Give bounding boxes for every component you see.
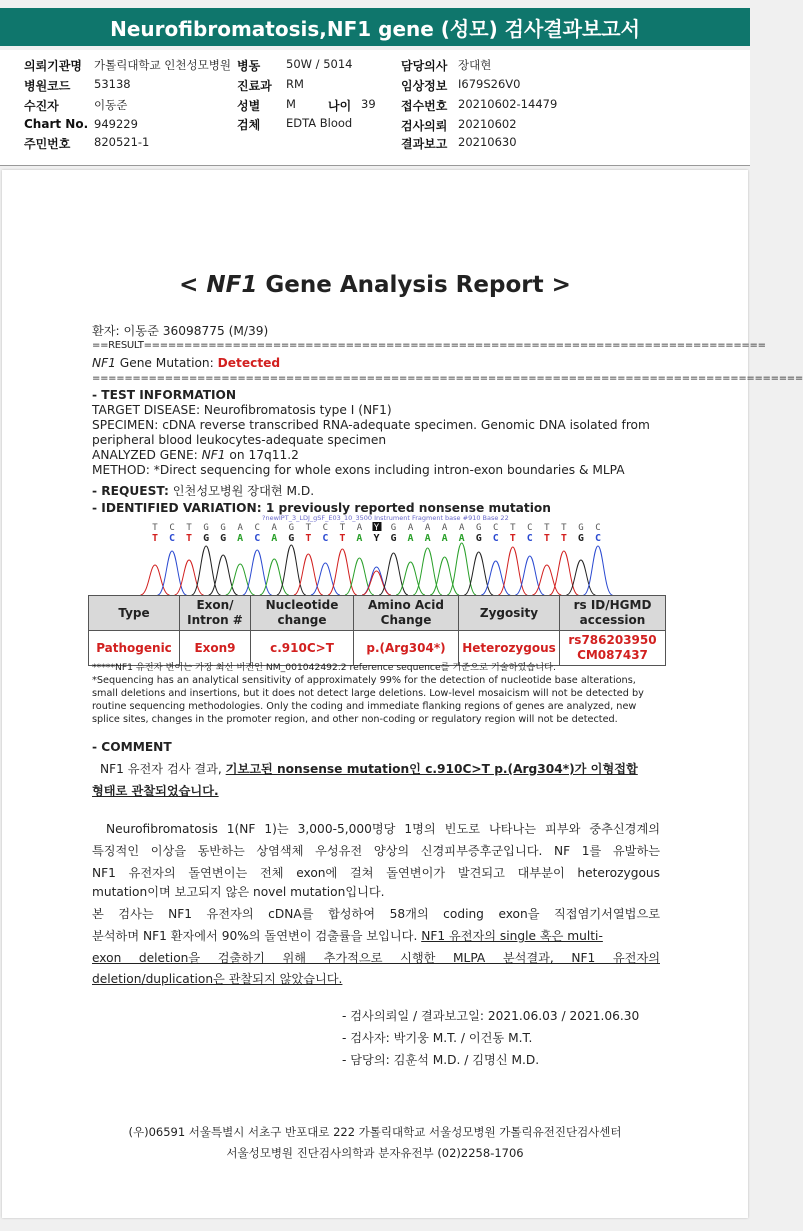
base-call-top: A bbox=[237, 523, 243, 533]
sign-dates: - 검사의뢰일 / 결과보고일: 2021.06.03 / 2021.06.30 bbox=[342, 1009, 640, 1023]
header-text: accession bbox=[579, 613, 646, 627]
col-exon bbox=[180, 596, 251, 631]
variant-table bbox=[88, 595, 666, 666]
method-line: METHOD: *Direct sequencing for whole exons including intron-exon boundaries & MLPA bbox=[92, 463, 625, 477]
identified-variation: - IDENTIFIED VARIATION: 1 previously reported nonsense mutation bbox=[92, 501, 551, 515]
info-label: 수진자 bbox=[24, 99, 59, 113]
patient-info-panel bbox=[0, 50, 750, 166]
col-type bbox=[89, 596, 180, 631]
paragraph-line bbox=[92, 927, 603, 944]
info-value: RM bbox=[286, 77, 304, 91]
footer-department: 서울성모병원 진단검사의학과 분자유전부 (02)2258-1706 bbox=[226, 1146, 524, 1160]
base-call-top: C bbox=[595, 523, 601, 533]
paragraph-line: Neurofibromatosis 1(NF 1)는 3,000-5,000명당 1명의 빈도로 나타나는 피부와 중추신경계의 bbox=[106, 822, 660, 836]
chromatogram-header: ?newIPT_3_LDJ_gSF_E03_10_3500 Instrument Fragment base #910 Base 22 bbox=[262, 514, 509, 522]
base-call-top: C bbox=[169, 523, 175, 533]
report-heading-suffix: Gene Analysis Report > bbox=[257, 272, 571, 298]
trace-peak bbox=[192, 546, 221, 595]
chromatogram bbox=[147, 515, 607, 597]
header-text: Zygosity bbox=[479, 605, 539, 620]
base-call: G bbox=[203, 533, 210, 544]
base-call: G bbox=[220, 533, 227, 544]
base-call-top: T bbox=[510, 523, 516, 533]
base-call: C bbox=[526, 533, 533, 544]
info-value: I679S26V0 bbox=[458, 77, 521, 91]
header-text: Amino Acid bbox=[368, 598, 444, 612]
base-call-top: G bbox=[475, 523, 482, 533]
base-call-top: T bbox=[186, 523, 192, 533]
base-call-top: G bbox=[578, 523, 584, 533]
info-label: 담당의사 bbox=[401, 59, 448, 73]
paragraph-line: 본 검사는 NF1 유전자의 cDNA를 합성하여 58개의 coding exon을 직접염기서열법으로 bbox=[92, 907, 660, 921]
base-call: C bbox=[254, 533, 261, 544]
base-call-top: A bbox=[441, 523, 448, 533]
report-heading bbox=[2, 272, 748, 298]
base-call-top: T bbox=[561, 523, 567, 533]
base-call-top: C bbox=[527, 523, 533, 533]
rs-id: rs786203950 bbox=[568, 633, 657, 647]
base-call: A bbox=[237, 533, 244, 544]
specimen-line-1: SPECIMEN: cDNA reverse transcribed RNA-adequate specimen. Genomic DNA isolated from bbox=[92, 418, 650, 432]
info-label: 임상정보 bbox=[401, 79, 448, 93]
base-call-top: G bbox=[390, 523, 397, 533]
col-amino bbox=[354, 596, 459, 631]
base-call-top: G bbox=[288, 523, 295, 533]
info-value: 20210630 bbox=[458, 135, 517, 149]
base-call-top: A bbox=[356, 523, 363, 533]
col-zygosity bbox=[459, 596, 560, 631]
base-call: T bbox=[543, 533, 550, 544]
sequencing-note-2: small deletions and insertions, but it does not detect large deletions. Low-level mosaicism will not be detected by bbox=[92, 688, 644, 699]
comment-line-1 bbox=[100, 760, 638, 777]
info-label: 검사의뢰 bbox=[401, 119, 448, 133]
comment-line-2: 형태로 관찰되었습니다. bbox=[92, 784, 219, 798]
info-label: 의뢰기관명 bbox=[24, 59, 82, 73]
base-call-top: C bbox=[322, 523, 329, 533]
info-value: 50W / 5014 bbox=[286, 57, 353, 71]
base-call: G bbox=[288, 533, 295, 544]
report-window-title: Neurofibromatosis,NF1 gene (성모) 검사결과보고서 bbox=[110, 16, 640, 41]
info-value: 20210602 bbox=[458, 117, 517, 131]
comment-line-1a: NF1 유전자 검사 결과, bbox=[100, 762, 226, 776]
section-separator: ======================================================================================== bbox=[92, 373, 803, 384]
variant-table-header bbox=[89, 596, 666, 631]
base-call-top: Y bbox=[373, 523, 380, 533]
base-call: Y bbox=[373, 533, 380, 544]
footer-address: (우)06591 서울특별시 서초구 반포대로 222 가톨릭대학교 서울성모병원 가톨릭유전진단검사센터 bbox=[128, 1125, 622, 1139]
base-call-top: T bbox=[339, 523, 346, 533]
mutation-status-line bbox=[92, 356, 280, 370]
test-info-heading: - TEST INFORMATION bbox=[92, 388, 237, 402]
info-label: 성별 bbox=[237, 99, 261, 113]
paragraph-line-6b: NF1 유전자의 single 혹은 multi- bbox=[421, 929, 603, 943]
trace-peak bbox=[549, 551, 578, 595]
trace-peak bbox=[277, 545, 306, 595]
sign-examiner: - 검사자: 박기웅 M.T. / 이건동 M.T. bbox=[342, 1031, 533, 1045]
base-call: A bbox=[424, 533, 431, 544]
info-label: 병원코드 bbox=[24, 79, 71, 93]
sequence-bottom bbox=[152, 533, 601, 544]
base-call: C bbox=[169, 533, 176, 544]
base-call-top: A bbox=[407, 523, 414, 533]
base-call: T bbox=[560, 533, 567, 544]
sequencing-note-1: *Sequencing has an analytical sensitivity of approximately 99% for the detection of nucleotide base alterations, bbox=[92, 675, 636, 686]
base-call: T bbox=[339, 533, 346, 544]
base-call-top: C bbox=[493, 523, 499, 533]
base-call: T bbox=[509, 533, 516, 544]
reference-note: *****NF1 유전자 변이는 가장 최신 버전인 NM_001042492.2 reference sequence를 기준으로 기술하였습니다. bbox=[92, 662, 556, 673]
header-text: change bbox=[277, 613, 327, 627]
base-call-top: T bbox=[152, 523, 158, 533]
info-label: Chart No. bbox=[24, 117, 89, 131]
comment-line-1b: 기보고된 nonsense mutation인 c.910C>T p.(Arg304*)가 이형접합 bbox=[225, 762, 638, 776]
header-text: Change bbox=[380, 613, 432, 627]
header-text: rs ID/HGMD bbox=[573, 598, 652, 612]
chromatogram-traces bbox=[141, 543, 613, 595]
mutation-gene: NF1 bbox=[92, 356, 116, 370]
header-text: Exon/ bbox=[196, 598, 234, 612]
info-label: 진료과 bbox=[237, 79, 272, 93]
base-call: A bbox=[271, 533, 278, 544]
trace-peak bbox=[413, 548, 442, 595]
base-call: C bbox=[594, 533, 601, 544]
base-call: G bbox=[475, 533, 482, 544]
comment-heading: - COMMENT bbox=[92, 740, 172, 754]
request-value: 인천성모병원 장대현 M.D. bbox=[168, 484, 315, 498]
trace-peak bbox=[362, 571, 391, 595]
target-disease: TARGET DISEASE: Neurofibromatosis type I (NF1) bbox=[92, 403, 392, 417]
trace-peak bbox=[141, 565, 170, 595]
analyzed-gene-label: ANALYZED GENE: bbox=[92, 448, 202, 462]
base-call: T bbox=[151, 533, 159, 544]
base-call-top: C bbox=[254, 523, 260, 533]
info-value: 이동준 bbox=[94, 98, 128, 112]
info-value: 949229 bbox=[94, 117, 138, 131]
base-call: A bbox=[407, 533, 414, 544]
age-value: 39 bbox=[361, 97, 376, 111]
cell-zygosity: Heterozygous bbox=[459, 631, 560, 666]
base-call-top: T bbox=[305, 523, 312, 533]
trace-peak bbox=[498, 547, 527, 595]
paragraph-line: mutation이며 보고되지 않은 novel mutation입니다. bbox=[92, 885, 385, 899]
info-value: 20210602-14479 bbox=[458, 97, 558, 111]
hgmd-id: CM087437 bbox=[577, 648, 648, 662]
specimen-line-2: peripheral blood leukocytes-adequate specimen bbox=[92, 433, 387, 447]
cell-type: Pathogenic bbox=[89, 631, 180, 666]
base-call-top: G bbox=[203, 523, 209, 533]
base-call: G bbox=[390, 533, 397, 544]
sequencing-note-3: routine sequencing methodologies. Only the coding and immediate flanking regions of genes are analyzed, new bbox=[92, 701, 637, 712]
info-value: 53138 bbox=[94, 77, 131, 91]
info-value: M bbox=[286, 97, 296, 111]
request-label: - REQUEST: bbox=[92, 484, 169, 498]
sequence-top bbox=[152, 522, 600, 533]
trace-peak bbox=[447, 543, 476, 595]
paragraph-line-6a: 분석하며 NF1 환자에서 90%의 돌연변이 검출률을 보입니다. bbox=[92, 929, 422, 943]
info-value: 820521-1 bbox=[94, 135, 150, 149]
cell-nucleotide: c.910C>T bbox=[251, 631, 354, 666]
info-value: EDTA Blood bbox=[286, 116, 353, 130]
base-call-top: A bbox=[271, 523, 277, 533]
base-call-top: A bbox=[458, 523, 465, 533]
report-heading-prefix: < bbox=[179, 272, 207, 298]
mutation-status: Detected bbox=[217, 356, 281, 370]
sign-doctor: - 담당의: 김훈석 M.D. / 김명신 M.D. bbox=[342, 1053, 540, 1067]
paragraph-line: 특징적인 이상을 동반하는 상염색체 우성유전 양상의 신경피부증후군입니다. NF 1를 유발하는 bbox=[92, 844, 660, 858]
cell-amino: p.(Arg304*) bbox=[354, 631, 459, 666]
base-call: A bbox=[458, 533, 465, 544]
analyzed-gene-loc: on 17q11.2 bbox=[225, 448, 299, 462]
info-value: 가톨릭대학교 인천성모병원 bbox=[94, 58, 231, 72]
request-line bbox=[92, 482, 314, 499]
base-call: A bbox=[441, 533, 448, 544]
info-label: 주민번호 bbox=[24, 137, 71, 151]
base-call: T bbox=[305, 533, 312, 544]
age-label: 나이 bbox=[328, 99, 352, 113]
report-title-bar bbox=[0, 8, 750, 46]
paragraph-line: deletion/duplication은 관찰되지 않았습니다. bbox=[92, 972, 343, 986]
cell-accession bbox=[560, 631, 666, 666]
base-call-top: A bbox=[424, 523, 431, 533]
base-call: C bbox=[322, 533, 329, 544]
trace-peak bbox=[158, 551, 187, 595]
info-value: 장대현 bbox=[458, 58, 492, 72]
header-text: Intron # bbox=[187, 613, 243, 627]
mutation-label: Gene Mutation: bbox=[115, 356, 218, 370]
base-call-top: G bbox=[220, 523, 226, 533]
patient-line: 환자: 이동준 36098775 (M/39) bbox=[92, 324, 269, 338]
info-label: 검체 bbox=[237, 118, 261, 132]
base-call: A bbox=[356, 533, 363, 544]
info-label: 결과보고 bbox=[401, 137, 448, 151]
report-heading-gene: NF1 bbox=[206, 272, 258, 298]
trace-peak bbox=[379, 553, 408, 595]
result-separator: ==RESULT============================================================================= bbox=[92, 340, 766, 351]
info-label: 접수번호 bbox=[401, 99, 448, 113]
col-accession bbox=[560, 596, 666, 631]
report-document bbox=[2, 170, 803, 1218]
analyzed-gene-name: NF1 bbox=[201, 448, 226, 462]
base-call: C bbox=[492, 533, 499, 544]
sequencing-note-4: splice sites, changes in the promoter region, and other non-coding or regulatory region will not be detected. bbox=[92, 714, 618, 725]
header-text: Nucleotide bbox=[265, 598, 339, 612]
base-call-top: T bbox=[544, 523, 550, 533]
paragraph-line: NF1 유전자의 돌연변이는 전체 exon에 걸쳐 돌연변이가 발견되고 대부분이 heterozygous bbox=[92, 866, 660, 880]
info-label: 병동 bbox=[237, 59, 261, 73]
trace-peak bbox=[328, 549, 357, 595]
header-text: Type bbox=[118, 605, 150, 620]
col-nucleotide bbox=[251, 596, 354, 631]
base-call: G bbox=[577, 533, 584, 544]
base-call: T bbox=[186, 533, 193, 544]
analyzed-gene bbox=[92, 448, 299, 462]
trace-peak bbox=[243, 550, 272, 595]
trace-peak bbox=[583, 546, 612, 595]
paragraph-line: exon deletion을 검출하기 위해 추가적으로 시행한 MLPA 분석결과, NF1 유전자의 bbox=[92, 951, 660, 965]
cell-exon: Exon9 bbox=[180, 631, 251, 666]
